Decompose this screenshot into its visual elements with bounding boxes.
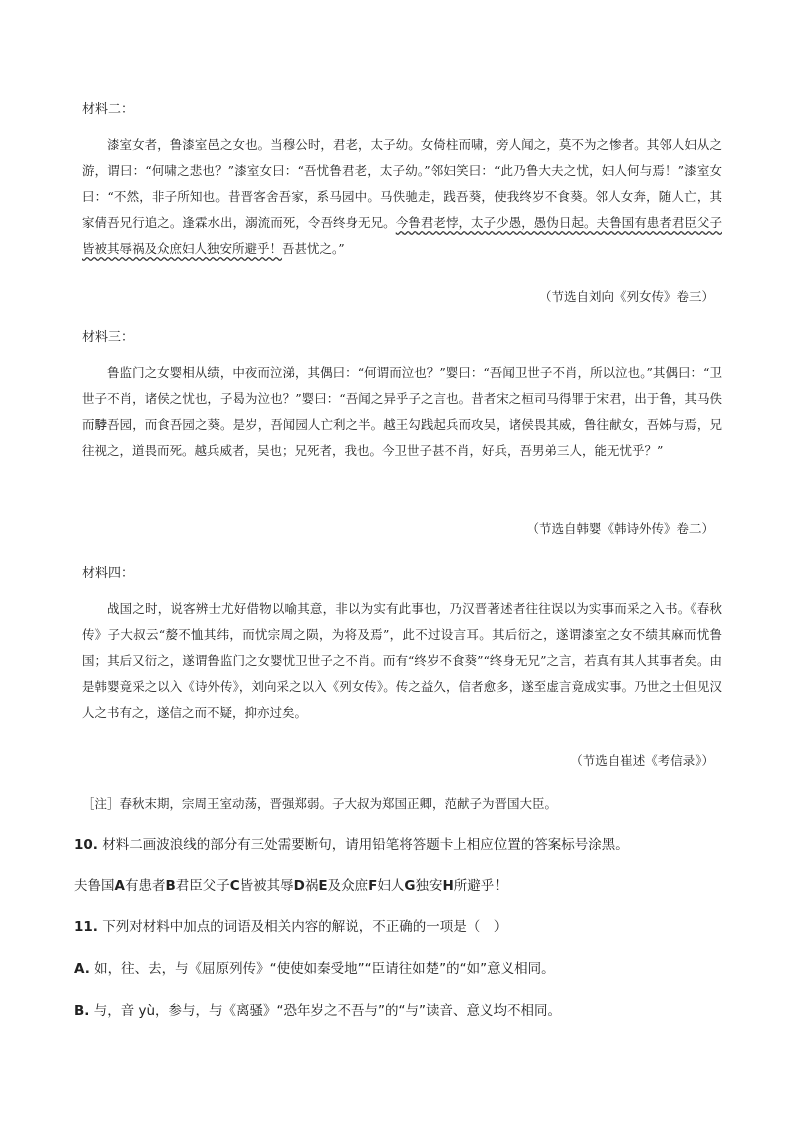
option-a-text: 如，往、去，与《屈原列传》“使使如秦受地”“臣请往如楚”的“如”意义相同。 bbox=[94, 961, 555, 977]
segment-text: 皆被其辱 bbox=[239, 878, 294, 894]
option-b-label: B. bbox=[74, 1003, 90, 1019]
option-label-h[interactable]: H bbox=[442, 878, 454, 894]
option-label-d[interactable]: D bbox=[293, 878, 305, 894]
material-2-source: （节选自刘向《列女传》卷三） bbox=[538, 289, 714, 304]
segment-text: 所避乎！ bbox=[453, 878, 508, 894]
option-label-b[interactable]: B bbox=[165, 878, 176, 894]
option-label-g[interactable]: G bbox=[404, 878, 416, 894]
material-3-source: （节选自韩婴《韩诗外传》卷二） bbox=[526, 521, 714, 536]
segment-text: 妇人 bbox=[377, 878, 405, 894]
annotation-note: ［注］春秋末期，宗周王室动荡，晋强郑弱。子大叔为郑国正卿，范献子为晋国大臣。 bbox=[82, 796, 558, 811]
question-11 bbox=[74, 915, 734, 935]
option-label-e[interactable]: E bbox=[318, 878, 328, 894]
question-11-text: 下列对材料中加点的词语及相关内容的解说，不正确的一项是（ ） bbox=[102, 919, 508, 935]
segment-text: 及众庶 bbox=[327, 878, 369, 894]
material-3-heading: 材料三： bbox=[82, 330, 135, 345]
material-4-heading: 材料四： bbox=[82, 566, 135, 581]
option-label-a[interactable]: A bbox=[114, 878, 125, 894]
question-10-text: 材料二画波浪线的部分有三处需要断句，请用铅笔将答题卡上相应位置的答案标号涂黑。 bbox=[102, 837, 629, 853]
question-10-answer bbox=[74, 874, 734, 894]
option-label-c[interactable]: C bbox=[229, 878, 240, 894]
material-2-text bbox=[82, 132, 722, 262]
material-4-text: 战国之时，说客辨士尤好借物以喻其意，非以为实有此事也，乃汉晋著述者往往误以为实事而采之入书。《春秋传》子大叔云“嫠不恤其纬，而忧宗周之陨，为将及焉”，此不过设言耳。其后衍之，遂谓漆室之女不绩其麻而忧鲁国；其后又衍之，遂谓鲁监门之女婴忧卫世子之不肖。而有“终岁不食葵”“终身无兄”之言，若真有其人其事者矣。由是韩婴竟采之以入《诗外传》，刘向采之以入《列女传》。传之益久，信者愈多，遂至虚言竟成实事。乃世之士但见汉人之书有之，遂信之而不疑，抑亦过矣。 bbox=[82, 601, 722, 720]
material-4-source: （节选自崔述《考信录》） bbox=[570, 753, 714, 768]
option-label-f[interactable]: F bbox=[368, 878, 378, 894]
segment-text: 有患者 bbox=[124, 878, 166, 894]
segment-text: 夫鲁国 bbox=[74, 878, 115, 894]
segment-text: 祸 bbox=[304, 878, 319, 894]
segment-text: 君臣父子 bbox=[175, 878, 230, 894]
material-2-heading: 材料二： bbox=[82, 102, 135, 117]
question-10-number: 10. bbox=[74, 837, 98, 853]
question-11-number: 11. bbox=[74, 919, 98, 935]
material-2-text-end: 吾甚忧之。” bbox=[282, 241, 345, 256]
question-10 bbox=[74, 833, 734, 853]
question-11-option-b[interactable] bbox=[74, 999, 734, 1019]
material-3-text: 鲁监门之女婴相从绩，中夜而泣涕，其偶曰：“何谓而泣也？”婴曰：“吾闻卫世子不肖，所以泣也。”其偶曰：“卫世子不肖，诸侯之忧也，子曷为泣也？”婴曰：“吾闻之异乎子之言也。昔者宋之桓司马得罪于宋君，出于鲁，其马佚而𩣡吾园，而食吾园之葵。是岁，吾闻园人亡利之半。越王勾践起兵而攻吴，诸侯畏其威，鲁往献女，吾姊与焉，兄往视之，道畏而死。越兵威者，吴也；兄死者，我也。今卫世子甚不肖，好兵，吾男弟三人，能无忧乎？” bbox=[82, 365, 722, 458]
question-11-option-a[interactable] bbox=[74, 957, 734, 977]
material-2-wavy-underline: 今鲁君老悖，太子少愚，愚伪日起。夫鲁国有患者君臣父子皆被其辱祸及众庶妇人独安所避乎！ bbox=[82, 215, 722, 256]
segment-text: 独安 bbox=[415, 878, 443, 894]
material-2-text-main: 漆室女者，鲁漆室邑之女也。当穆公时，君老，太子幼。女倚柱而啸，旁人闻之，莫不为之惨者。其邻人妇从之游，谓曰：“何啸之悲也？”漆室女曰：“吾忧鲁君老，太子幼。”邻妇笑曰：“此乃鲁大夫之忧，妇人何与焉！”漆室女曰：“不然，非子所知也。昔晋客舍吾家，系马园中。马佚驰走，践吾葵，使我终岁不食葵。邻人女奔，随人亡，其家倩吾兄行追之。逢霖水出，溺流而死，令吾终身无兄。 bbox=[82, 137, 722, 230]
option-b-text: 与，音 yù，参与，与《离骚》“恐年岁之不吾与”的“与”读音、意义均不相同。 bbox=[93, 1003, 562, 1019]
option-a-label: A. bbox=[74, 961, 90, 977]
